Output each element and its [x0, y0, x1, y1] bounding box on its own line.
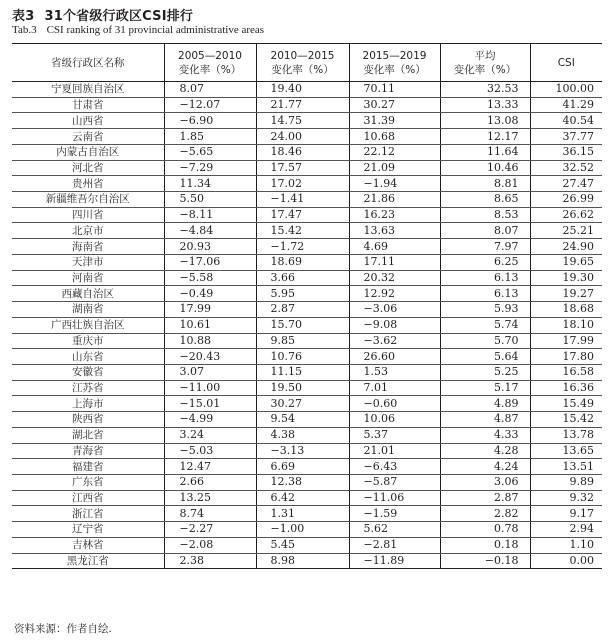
- change-2015-2019: 7.01: [349, 380, 440, 396]
- average-change: 8.07: [440, 223, 530, 239]
- average-change: 12.17: [440, 129, 530, 145]
- csi-value: 17.80: [530, 349, 602, 365]
- change-2005-2010: 3.07: [164, 364, 256, 380]
- change-2005-2010: −5.03: [164, 443, 256, 459]
- change-2015-2019: 21.09: [349, 160, 440, 176]
- change-2005-2010: −4.99: [164, 412, 256, 428]
- average-change: 6.25: [440, 254, 530, 270]
- region-name: 天津市: [12, 254, 164, 270]
- region-name: 重庆市: [12, 333, 164, 349]
- table-row: [12, 490, 602, 506]
- csi-value: 24.90: [530, 239, 602, 255]
- average-change: 4.87: [440, 412, 530, 428]
- change-2005-2010: 10.61: [164, 317, 256, 333]
- region-name: 河南省: [12, 270, 164, 286]
- region-name: 云南省: [12, 129, 164, 145]
- region-name: 江苏省: [12, 380, 164, 396]
- change-2005-2010: −17.06: [164, 254, 256, 270]
- change-2005-2010: −12.07: [164, 97, 256, 113]
- change-2010-2015: 12.38: [256, 474, 349, 490]
- header-csi-label: CSI: [557, 56, 575, 69]
- table-row: [12, 129, 602, 145]
- change-2010-2015: 17.47: [256, 207, 349, 223]
- average-change: 4.24: [440, 459, 530, 475]
- change-2010-2015: 10.76: [256, 349, 349, 365]
- average-change: 2.87: [440, 490, 530, 506]
- average-change: 5.93: [440, 302, 530, 318]
- change-2005-2010: 11.34: [164, 176, 256, 192]
- change-2010-2015: 21.77: [256, 97, 349, 113]
- average-change: 6.13: [440, 270, 530, 286]
- change-2015-2019: −11.06: [349, 490, 440, 506]
- change-2010-2015: 2.87: [256, 302, 349, 318]
- average-change: 11.64: [440, 144, 530, 160]
- change-2010-2015: 8.98: [256, 553, 349, 569]
- change-2005-2010: −0.49: [164, 286, 256, 302]
- table-row: [12, 537, 602, 553]
- change-2015-2019: 13.63: [349, 223, 440, 239]
- table-row: [12, 474, 602, 490]
- table-title-en: CSI ranking of 31 provincial administrative areas: [46, 24, 265, 36]
- table-row: [12, 396, 602, 412]
- average-change: 5.25: [440, 364, 530, 380]
- region-name: 广东省: [12, 474, 164, 490]
- change-2015-2019: 4.69: [349, 239, 440, 255]
- change-2005-2010: −7.29: [164, 160, 256, 176]
- change-2015-2019: −9.08: [349, 317, 440, 333]
- region-name: 广西壮族自治区: [12, 317, 164, 333]
- average-change: 7.97: [440, 239, 530, 255]
- header-2010-2015-period: 2010—2015: [270, 49, 335, 62]
- change-2005-2010: 12.47: [164, 459, 256, 475]
- average-change: 10.46: [440, 160, 530, 176]
- csi-value: 0.00: [530, 553, 602, 569]
- table-row: [12, 160, 602, 176]
- table-row: [12, 443, 602, 459]
- region-name: 浙江省: [12, 506, 164, 522]
- csi-value: 100.00: [530, 82, 602, 98]
- change-2015-2019: 70.11: [349, 82, 440, 98]
- average-change: 5.70: [440, 333, 530, 349]
- change-2005-2010: 2.66: [164, 474, 256, 490]
- change-2015-2019: −6.43: [349, 459, 440, 475]
- change-2015-2019: 30.27: [349, 97, 440, 113]
- change-2010-2015: 9.85: [256, 333, 349, 349]
- change-2015-2019: −5.87: [349, 474, 440, 490]
- header-2005-2010-period: 2005—2010: [178, 49, 242, 62]
- average-change: 0.18: [440, 537, 530, 553]
- region-name: 陕西省: [12, 412, 164, 428]
- change-2015-2019: 20.32: [349, 270, 440, 286]
- region-name: 吉林省: [12, 537, 164, 553]
- table-row: [12, 192, 602, 208]
- table-subtitle: [12, 24, 264, 36]
- change-2005-2010: −4.84: [164, 223, 256, 239]
- table-row: [12, 270, 602, 286]
- table-row: [12, 317, 602, 333]
- change-2005-2010: −2.08: [164, 537, 256, 553]
- average-change: 0.78: [440, 522, 530, 538]
- header-2010-2015: [256, 44, 349, 82]
- change-2005-2010: 13.25: [164, 490, 256, 506]
- region-name: 宁夏回族自治区: [12, 82, 164, 98]
- header-average: [440, 44, 530, 82]
- header-average-title: 平均: [474, 49, 496, 62]
- header-2005-2010: [164, 44, 256, 82]
- change-2015-2019: −1.59: [349, 506, 440, 522]
- change-2015-2019: −11.89: [349, 553, 440, 569]
- header-2015-2019-period: 2015—2019: [362, 49, 427, 62]
- average-change: 5.64: [440, 349, 530, 365]
- csi-value: 41.29: [530, 97, 602, 113]
- region-name: 贵州省: [12, 176, 164, 192]
- header-region: [12, 44, 164, 82]
- table-body: [12, 82, 602, 569]
- change-2010-2015: 11.15: [256, 364, 349, 380]
- average-change: 8.81: [440, 176, 530, 192]
- change-2010-2015: 15.42: [256, 223, 349, 239]
- change-2010-2015: 18.46: [256, 144, 349, 160]
- change-2005-2010: −11.00: [164, 380, 256, 396]
- average-change: 3.06: [440, 474, 530, 490]
- table-row: [12, 459, 602, 475]
- table-row: [12, 506, 602, 522]
- table-row: [12, 364, 602, 380]
- change-2010-2015: 5.45: [256, 537, 349, 553]
- region-name: 上海市: [12, 396, 164, 412]
- change-2005-2010: −20.43: [164, 349, 256, 365]
- region-name: 福建省: [12, 459, 164, 475]
- csi-ranking-table: [12, 43, 602, 569]
- change-2005-2010: −5.65: [164, 144, 256, 160]
- header-2015-2019-unit: 变化率（%）: [363, 63, 426, 76]
- table-row: [12, 97, 602, 113]
- csi-value: 16.58: [530, 364, 602, 380]
- csi-value: 18.68: [530, 302, 602, 318]
- average-change: 5.74: [440, 317, 530, 333]
- table-label-cn: 表3: [12, 9, 35, 24]
- change-2010-2015: 5.95: [256, 286, 349, 302]
- average-change: 8.65: [440, 192, 530, 208]
- change-2010-2015: −1.72: [256, 239, 349, 255]
- csi-value: 9.17: [530, 506, 602, 522]
- change-2010-2015: −1.41: [256, 192, 349, 208]
- table-label-en: Tab.3: [12, 24, 37, 36]
- table-row: [12, 522, 602, 538]
- table-row: [12, 427, 602, 443]
- table-row: [12, 553, 602, 569]
- region-name: 海南省: [12, 239, 164, 255]
- header-average-unit: 变化率（%）: [453, 63, 517, 76]
- source-note: 资料来源：作者自绘.: [14, 623, 112, 635]
- change-2005-2010: 20.93: [164, 239, 256, 255]
- csi-value: 18.10: [530, 317, 602, 333]
- change-2015-2019: 10.06: [349, 412, 440, 428]
- change-2015-2019: 22.12: [349, 144, 440, 160]
- region-name: 河北省: [12, 160, 164, 176]
- region-name: 新疆维吾尔自治区: [12, 192, 164, 208]
- csi-value: 9.89: [530, 474, 602, 490]
- change-2005-2010: 17.99: [164, 302, 256, 318]
- change-2015-2019: 21.86: [349, 192, 440, 208]
- table-title-cn: 31个省级行政区CSI排行: [44, 9, 194, 24]
- change-2015-2019: 21.01: [349, 443, 440, 459]
- average-change: 4.28: [440, 443, 530, 459]
- region-name: 青海省: [12, 443, 164, 459]
- change-2005-2010: −6.90: [164, 113, 256, 129]
- change-2010-2015: 18.69: [256, 254, 349, 270]
- region-name: 江西省: [12, 490, 164, 506]
- csi-value: 40.54: [530, 113, 602, 129]
- region-name: 北京市: [12, 223, 164, 239]
- csi-value: 15.42: [530, 412, 602, 428]
- csi-value: 2.94: [530, 522, 602, 538]
- average-change: 13.33: [440, 97, 530, 113]
- csi-value: 26.99: [530, 192, 602, 208]
- average-change: 4.89: [440, 396, 530, 412]
- csi-value: 19.27: [530, 286, 602, 302]
- change-2010-2015: 24.00: [256, 129, 349, 145]
- table-row: [12, 380, 602, 396]
- change-2005-2010: 1.85: [164, 129, 256, 145]
- average-change: 6.13: [440, 286, 530, 302]
- change-2010-2015: 19.50: [256, 380, 349, 396]
- region-name: 甘肃省: [12, 97, 164, 113]
- average-change: 5.17: [440, 380, 530, 396]
- change-2005-2010: −15.01: [164, 396, 256, 412]
- csi-value: 15.49: [530, 396, 602, 412]
- region-name: 湖北省: [12, 427, 164, 443]
- csi-value: 32.52: [530, 160, 602, 176]
- csi-value: 1.10: [530, 537, 602, 553]
- change-2015-2019: 10.68: [349, 129, 440, 145]
- table-row: [12, 223, 602, 239]
- csi-value: 36.15: [530, 144, 602, 160]
- average-change: 2.82: [440, 506, 530, 522]
- change-2015-2019: −1.94: [349, 176, 440, 192]
- change-2015-2019: 31.39: [349, 113, 440, 129]
- change-2005-2010: 10.88: [164, 333, 256, 349]
- change-2010-2015: 4.38: [256, 427, 349, 443]
- table-row: [12, 82, 602, 98]
- table-row: [12, 302, 602, 318]
- change-2010-2015: 6.69: [256, 459, 349, 475]
- table-row: [12, 239, 602, 255]
- region-name: 山东省: [12, 349, 164, 365]
- change-2015-2019: −0.60: [349, 396, 440, 412]
- change-2015-2019: 5.62: [349, 522, 440, 538]
- change-2015-2019: −3.62: [349, 333, 440, 349]
- change-2010-2015: 17.57: [256, 160, 349, 176]
- table-row: [12, 412, 602, 428]
- change-2015-2019: −3.06: [349, 302, 440, 318]
- csi-value: 37.77: [530, 129, 602, 145]
- table-header: [12, 44, 602, 82]
- table-row: [12, 176, 602, 192]
- csi-value: 16.36: [530, 380, 602, 396]
- change-2005-2010: −5.58: [164, 270, 256, 286]
- table-row: [12, 286, 602, 302]
- csi-value: 25.21: [530, 223, 602, 239]
- table-row: [12, 349, 602, 365]
- change-2005-2010: −2.27: [164, 522, 256, 538]
- change-2010-2015: 14.75: [256, 113, 349, 129]
- csi-value: 13.78: [530, 427, 602, 443]
- change-2015-2019: 26.60: [349, 349, 440, 365]
- region-name: 辽宁省: [12, 522, 164, 538]
- average-change: −0.18: [440, 553, 530, 569]
- header-csi: [530, 44, 602, 82]
- average-change: 4.33: [440, 427, 530, 443]
- change-2010-2015: 9.54: [256, 412, 349, 428]
- change-2010-2015: 15.70: [256, 317, 349, 333]
- region-name: 内蒙古自治区: [12, 144, 164, 160]
- csi-value: 13.51: [530, 459, 602, 475]
- table-title: [12, 5, 193, 24]
- header-region-label: 省级行政区名称: [51, 56, 125, 69]
- average-change: 8.53: [440, 207, 530, 223]
- header-2010-2015-unit: 变化率（%）: [271, 63, 334, 76]
- change-2005-2010: −8.11: [164, 207, 256, 223]
- region-name: 西藏自治区: [12, 286, 164, 302]
- change-2005-2010: 2.38: [164, 553, 256, 569]
- change-2015-2019: 1.53: [349, 364, 440, 380]
- csi-value: 27.47: [530, 176, 602, 192]
- average-change: 13.08: [440, 113, 530, 129]
- change-2010-2015: 3.66: [256, 270, 349, 286]
- csi-value: 26.62: [530, 207, 602, 223]
- change-2015-2019: 5.37: [349, 427, 440, 443]
- change-2010-2015: −3.13: [256, 443, 349, 459]
- table-row: [12, 333, 602, 349]
- change-2010-2015: 6.42: [256, 490, 349, 506]
- change-2010-2015: 19.40: [256, 82, 349, 98]
- table-row: [12, 144, 602, 160]
- csi-value: 17.99: [530, 333, 602, 349]
- region-name: 湖南省: [12, 302, 164, 318]
- region-name: 黑龙江省: [12, 553, 164, 569]
- change-2010-2015: 1.31: [256, 506, 349, 522]
- change-2005-2010: 8.74: [164, 506, 256, 522]
- change-2015-2019: 17.11: [349, 254, 440, 270]
- average-change: 32.53: [440, 82, 530, 98]
- change-2015-2019: 12.92: [349, 286, 440, 302]
- change-2010-2015: 17.02: [256, 176, 349, 192]
- change-2010-2015: −1.00: [256, 522, 349, 538]
- change-2015-2019: 16.23: [349, 207, 440, 223]
- region-name: 山西省: [12, 113, 164, 129]
- change-2005-2010: 3.24: [164, 427, 256, 443]
- table-row: [12, 254, 602, 270]
- csi-value: 13.65: [530, 443, 602, 459]
- change-2015-2019: −2.81: [349, 537, 440, 553]
- csi-value: 19.30: [530, 270, 602, 286]
- header-2015-2019: [349, 44, 440, 82]
- header-2005-2010-unit: 变化率（%）: [178, 63, 242, 76]
- table-row: [12, 207, 602, 223]
- change-2005-2010: 8.07: [164, 82, 256, 98]
- change-2010-2015: 30.27: [256, 396, 349, 412]
- table-row: [12, 113, 602, 129]
- csi-value: 19.65: [530, 254, 602, 270]
- region-name: 四川省: [12, 207, 164, 223]
- region-name: 安徽省: [12, 364, 164, 380]
- csi-value: 9.32: [530, 490, 602, 506]
- change-2005-2010: 5.50: [164, 192, 256, 208]
